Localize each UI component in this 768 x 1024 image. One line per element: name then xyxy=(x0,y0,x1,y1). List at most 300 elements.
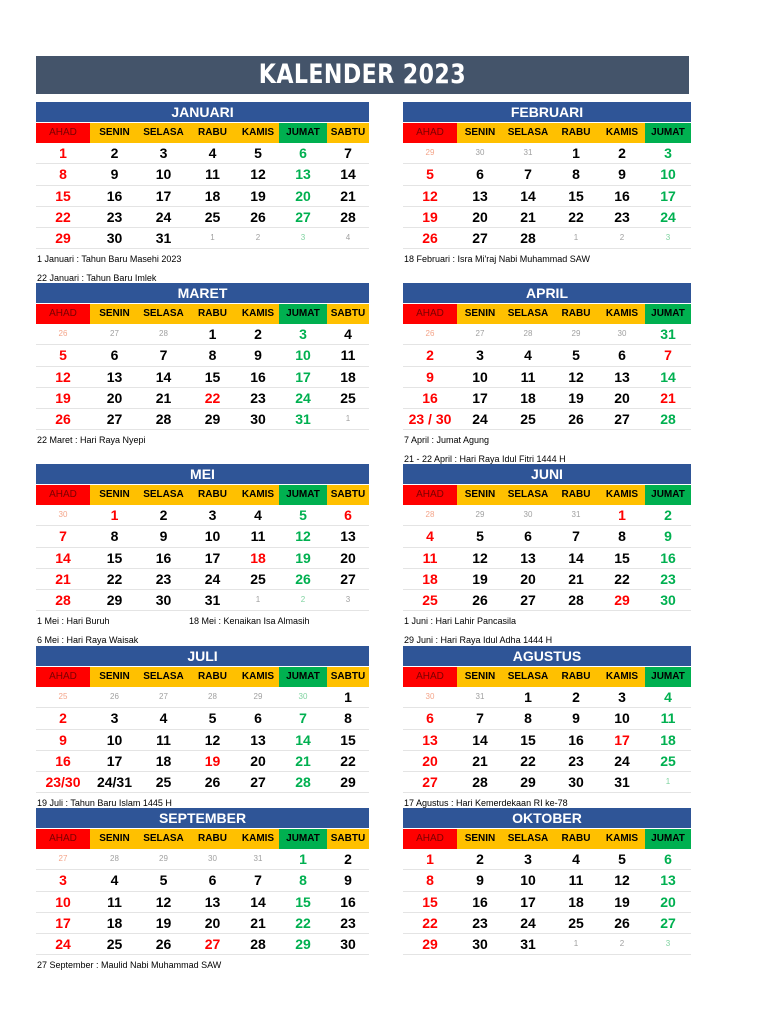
date-cell: 1 xyxy=(344,689,352,705)
date-cell: 15 xyxy=(106,549,123,566)
weekday-label: RABU xyxy=(188,304,237,324)
weekday-label: KAMIS xyxy=(237,123,279,143)
date-cell: 25 xyxy=(660,752,676,769)
date-cell: 17 xyxy=(520,893,536,910)
date-cell: 30 xyxy=(106,230,123,247)
date-cell: 2 xyxy=(619,939,625,949)
date-cell: 28 xyxy=(110,854,119,863)
week-row xyxy=(403,367,691,388)
weekday-label: AHAD xyxy=(36,304,90,324)
date-cell: 1 xyxy=(59,145,67,161)
date-cell: 26 xyxy=(110,692,119,701)
date-cell: 29 xyxy=(520,774,536,791)
date-cell: 7 xyxy=(254,872,262,889)
weekday-label: SENIN xyxy=(457,829,503,849)
week-row xyxy=(403,526,691,547)
date-cell: 31 xyxy=(614,774,630,791)
date-cell: 21 xyxy=(660,389,676,406)
month-name: OKTOBER xyxy=(403,808,691,828)
weekday-label: SENIN xyxy=(457,304,503,324)
week-row xyxy=(36,934,369,955)
holiday-note: 22 Maret : Hari Raya Nyepi xyxy=(37,435,146,446)
date-cell: 18 xyxy=(660,731,676,748)
date-cell: 29 xyxy=(571,329,581,338)
holiday-note: 27 September : Maulid Nabi Muhammad SAW xyxy=(37,960,222,971)
date-cell: 10 xyxy=(106,731,123,748)
weekday-label: KAMIS xyxy=(599,667,645,687)
date-cell: 15 xyxy=(422,893,438,910)
weekday-label: JUMAT xyxy=(279,829,327,849)
date-cell: 15 xyxy=(295,893,311,910)
date-cell: 29 xyxy=(204,411,221,428)
weekday-label: JUMAT xyxy=(645,485,691,505)
date-cell: 24 xyxy=(520,914,536,931)
weekday-label: SENIN xyxy=(90,485,139,505)
date-cell: 28 xyxy=(155,411,172,428)
date-cell: 28 xyxy=(523,329,533,338)
holiday-note: 29 Juni : Hari Raya Idul Adha 1444 H xyxy=(404,635,553,646)
date-cell: 7 xyxy=(572,528,580,545)
date-cell: 3 xyxy=(59,872,67,889)
weekday-header-row xyxy=(403,304,691,324)
week-row xyxy=(403,772,691,793)
date-cell: 21 xyxy=(250,914,266,931)
date-cell: 14 xyxy=(55,549,71,566)
date-cell: 31 xyxy=(475,692,485,701)
weekday-label: AHAD xyxy=(403,304,457,324)
date-cell: 1 xyxy=(299,851,307,867)
date-cell: 24 xyxy=(472,411,488,428)
date-cell: 24 xyxy=(295,389,311,406)
weekday-label: SELASA xyxy=(503,667,553,687)
date-cell: 29 xyxy=(253,692,263,701)
date-cell: 23 xyxy=(106,208,123,225)
date-cell: 17 xyxy=(614,731,630,748)
date-cell: 28 xyxy=(520,230,536,247)
weekday-label: RABU xyxy=(188,829,237,849)
weekday-label: RABU xyxy=(188,123,237,143)
date-cell: 20 xyxy=(250,752,266,769)
date-cell: 16 xyxy=(340,893,356,910)
weekday-label: KAMIS xyxy=(237,667,279,687)
date-cell: 1 xyxy=(573,233,579,243)
month-oktober xyxy=(403,808,691,955)
date-cell: 12 xyxy=(472,549,488,566)
date-cell: 17 xyxy=(295,368,311,385)
date-cell: 31 xyxy=(204,592,221,609)
date-cell: 26 xyxy=(55,411,71,428)
date-cell: 20 xyxy=(204,914,221,931)
date-cell: 8 xyxy=(524,710,532,727)
date-cell: 13 xyxy=(295,166,311,183)
date-cell: 2 xyxy=(110,145,119,161)
week-row xyxy=(403,409,691,430)
week-row xyxy=(403,228,691,249)
holiday-note: 22 Januari : Tahun Baru Imlek xyxy=(37,273,157,284)
week-row xyxy=(403,345,691,366)
date-cell: 26 xyxy=(472,592,488,609)
week-row xyxy=(36,207,369,228)
date-cell: 6 xyxy=(110,347,119,364)
date-cell: 14 xyxy=(155,368,172,385)
date-cell: 4 xyxy=(664,689,672,705)
month-agustus xyxy=(403,646,691,809)
date-cell: 23 xyxy=(660,570,676,587)
date-cell: 27 xyxy=(472,230,488,247)
date-grid xyxy=(36,687,369,793)
date-cell: 8 xyxy=(208,347,217,364)
date-cell: 28 xyxy=(250,936,266,953)
weekday-label: JUMAT xyxy=(645,304,691,324)
date-cell: 22 xyxy=(204,389,221,406)
weekday-label: AHAD xyxy=(403,485,457,505)
week-row xyxy=(36,772,369,793)
date-cell: 5 xyxy=(208,710,217,727)
date-cell: 18 xyxy=(155,752,172,769)
weekday-label: RABU xyxy=(188,485,237,505)
month-maret xyxy=(36,283,369,446)
week-row xyxy=(403,913,691,934)
date-cell: 3 xyxy=(476,347,484,364)
date-cell: 31 xyxy=(520,936,536,953)
week-row xyxy=(36,590,369,611)
date-cell: 1 xyxy=(524,689,532,705)
date-cell: 26 xyxy=(204,774,221,791)
date-cell: 28 xyxy=(472,774,488,791)
week-row xyxy=(403,569,691,590)
date-cell: 4 xyxy=(110,872,119,889)
week-row xyxy=(403,164,691,185)
week-row xyxy=(36,345,369,366)
week-row xyxy=(403,324,691,345)
month-name: JULI xyxy=(36,646,369,666)
date-cell: 1 xyxy=(573,939,579,949)
date-cell: 4 xyxy=(524,347,532,364)
date-cell: 15 xyxy=(614,549,630,566)
date-cell: 3 xyxy=(524,851,532,867)
date-grid xyxy=(36,143,369,249)
weekday-label: AHAD xyxy=(36,123,90,143)
date-cell: 27 xyxy=(520,592,536,609)
weekday-label: SELASA xyxy=(139,667,188,687)
week-row xyxy=(36,751,369,772)
date-cell: 27 xyxy=(106,411,123,428)
date-cell: 4 xyxy=(159,710,168,727)
date-grid xyxy=(403,505,691,611)
date-cell: 16 xyxy=(422,389,438,406)
week-row xyxy=(36,892,369,913)
week-row xyxy=(403,849,691,870)
date-cell: 19 xyxy=(568,389,584,406)
weekday-label: AHAD xyxy=(403,123,457,143)
month-name: FEBRUARI xyxy=(403,102,691,122)
date-cell: 30 xyxy=(208,854,217,863)
date-cell: 24 xyxy=(660,208,676,225)
date-cell: 6 xyxy=(664,851,672,867)
weekday-label: RABU xyxy=(188,667,237,687)
date-cell: 17 xyxy=(106,752,123,769)
date-cell: 4 xyxy=(344,326,352,342)
date-cell: 1 xyxy=(110,507,119,523)
weekday-label: SELASA xyxy=(139,304,188,324)
date-cell: 7 xyxy=(299,710,307,727)
date-cell: 4 xyxy=(572,851,580,867)
date-cell: 30 xyxy=(425,692,435,701)
date-cell: 7 xyxy=(524,166,532,183)
date-cell: 9 xyxy=(344,872,352,889)
date-cell: 27 xyxy=(159,692,168,701)
date-cell: 30 xyxy=(523,510,533,519)
weekday-label: SENIN xyxy=(90,829,139,849)
weekday-label: RABU xyxy=(553,123,599,143)
date-cell: 18 xyxy=(568,893,584,910)
date-cell: 23/30 xyxy=(45,774,81,791)
date-cell: 28 xyxy=(340,208,356,225)
date-cell: 9 xyxy=(618,166,626,183)
date-grid xyxy=(36,505,369,611)
weekday-header-row xyxy=(403,485,691,505)
week-row xyxy=(36,687,369,708)
month-mei xyxy=(36,464,369,646)
date-cell: 20 xyxy=(520,570,536,587)
month-juli xyxy=(36,646,369,809)
date-cell: 14 xyxy=(340,166,356,183)
date-cell: 29 xyxy=(159,854,168,863)
holiday-note: 21 - 22 April : Hari Raya Idul Fitri 1444 H xyxy=(404,454,566,465)
date-cell: 10 xyxy=(55,893,71,910)
week-row xyxy=(403,143,691,164)
date-cell: 10 xyxy=(155,166,172,183)
weekday-label: JUMAT xyxy=(645,667,691,687)
date-cell: 10 xyxy=(660,166,676,183)
date-cell: 30 xyxy=(660,592,676,609)
date-cell: 7 xyxy=(344,145,352,161)
date-cell: 2 xyxy=(254,326,262,342)
date-cell: 20 xyxy=(614,389,630,406)
weekday-label: KAMIS xyxy=(599,829,645,849)
week-row xyxy=(403,892,691,913)
week-row xyxy=(36,913,369,934)
weekday-label: RABU xyxy=(553,485,599,505)
date-cell: 30 xyxy=(250,411,266,428)
weekday-header-row xyxy=(403,829,691,849)
date-cell: 13 xyxy=(106,368,123,385)
date-cell: 1 xyxy=(208,326,217,342)
week-row xyxy=(36,849,369,870)
date-cell: 2 xyxy=(572,689,580,705)
date-cell: 11 xyxy=(520,368,536,385)
month-juni xyxy=(403,464,691,646)
date-cell: 31 xyxy=(155,230,172,247)
weekday-label: SELASA xyxy=(503,304,553,324)
date-cell: 20 xyxy=(660,893,676,910)
date-cell: 3 xyxy=(345,595,351,605)
holiday-note: 18 Mei : Kenaikan Isa Almasih xyxy=(189,616,310,627)
weekday-header-row xyxy=(36,829,369,849)
date-cell: 9 xyxy=(572,710,580,727)
week-row xyxy=(403,207,691,228)
date-cell: 27 xyxy=(250,774,266,791)
date-cell: 1 xyxy=(618,507,626,523)
date-cell: 1 xyxy=(345,414,351,424)
date-cell: 18 xyxy=(204,187,221,204)
date-cell: 28 xyxy=(425,510,435,519)
week-row xyxy=(403,548,691,569)
date-cell: 21 xyxy=(340,187,356,204)
weekday-label: SABTU xyxy=(327,667,369,687)
date-cell: 14 xyxy=(568,549,584,566)
weekday-label: SABTU xyxy=(327,123,369,143)
date-cell: 5 xyxy=(59,347,67,364)
weekday-label: SELASA xyxy=(503,485,553,505)
weekday-label: JUMAT xyxy=(645,123,691,143)
date-cell: 1 xyxy=(210,233,215,243)
date-cell: 2 xyxy=(159,507,168,523)
date-cell: 30 xyxy=(58,510,68,519)
date-cell: 23 xyxy=(250,389,266,406)
date-cell: 12 xyxy=(422,187,438,204)
week-row xyxy=(403,505,691,526)
date-cell: 8 xyxy=(426,872,434,889)
week-row xyxy=(36,367,369,388)
date-cell: 8 xyxy=(572,166,580,183)
weekday-label: JUMAT xyxy=(279,667,327,687)
month-februari xyxy=(403,102,691,265)
date-cell: 10 xyxy=(204,528,221,545)
date-cell: 3 xyxy=(110,710,119,727)
date-cell: 14 xyxy=(250,893,266,910)
date-cell: 7 xyxy=(476,710,484,727)
date-cell: 9 xyxy=(110,166,119,183)
date-cell: 18 xyxy=(250,549,266,566)
date-cell: 1 xyxy=(426,851,434,867)
month-januari xyxy=(36,102,369,284)
date-cell: 22 xyxy=(520,752,536,769)
date-cell: 5 xyxy=(572,347,580,364)
date-cell: 25 xyxy=(155,774,172,791)
date-cell: 15 xyxy=(520,731,536,748)
calendar-title-bar xyxy=(36,56,689,94)
date-cell: 12 xyxy=(568,368,584,385)
date-cell: 6 xyxy=(476,166,484,183)
date-grid xyxy=(36,324,369,430)
date-cell: 13 xyxy=(520,549,536,566)
date-cell: 29 xyxy=(106,592,123,609)
date-cell: 1 xyxy=(572,145,580,161)
date-cell: 24 xyxy=(55,936,71,953)
date-cell: 20 xyxy=(472,208,488,225)
date-cell: 23 xyxy=(568,752,584,769)
date-cell: 20 xyxy=(422,752,438,769)
date-cell: 26 xyxy=(58,329,68,338)
date-cell: 22 xyxy=(55,208,71,225)
date-cell: 5 xyxy=(254,145,262,161)
date-cell: 22 xyxy=(568,208,584,225)
date-cell: 28 xyxy=(568,592,584,609)
date-cell: 19 xyxy=(204,752,221,769)
date-cell: 6 xyxy=(299,145,307,161)
date-cell: 9 xyxy=(159,528,168,545)
date-cell: 5 xyxy=(426,166,434,183)
date-cell: 10 xyxy=(295,347,311,364)
date-cell: 19 xyxy=(155,914,172,931)
date-cell: 28 xyxy=(55,592,71,609)
date-cell: 19 xyxy=(250,187,266,204)
date-cell: 1 xyxy=(255,595,261,605)
date-cell: 18 xyxy=(106,914,123,931)
date-cell: 30 xyxy=(475,148,485,157)
date-cell: 27 xyxy=(614,411,630,428)
week-row xyxy=(36,388,369,409)
date-cell: 5 xyxy=(159,872,168,889)
weekday-header-row xyxy=(36,304,369,324)
date-cell: 2 xyxy=(255,233,261,243)
date-cell: 20 xyxy=(106,389,123,406)
date-cell: 17 xyxy=(472,389,488,406)
month-name: SEPTEMBER xyxy=(36,808,369,828)
weekday-label: KAMIS xyxy=(237,829,279,849)
date-cell: 4 xyxy=(254,507,262,523)
weekday-label: RABU xyxy=(553,304,599,324)
date-cell: 30 xyxy=(617,329,627,338)
date-cell: 29 xyxy=(425,148,435,157)
date-cell: 13 xyxy=(204,893,221,910)
date-cell: 30 xyxy=(155,592,172,609)
date-cell: 26 xyxy=(614,914,630,931)
date-cell: 17 xyxy=(660,187,676,204)
date-cell: 28 xyxy=(208,692,217,701)
date-cell: 10 xyxy=(472,368,488,385)
date-cell: 15 xyxy=(340,731,356,748)
date-cell: 26 xyxy=(295,570,311,587)
date-cell: 28 xyxy=(660,411,676,428)
weekday-label: AHAD xyxy=(403,829,457,849)
date-cell: 11 xyxy=(205,166,220,183)
week-row xyxy=(403,186,691,207)
week-row xyxy=(36,870,369,891)
date-cell: 8 xyxy=(344,710,352,727)
date-cell: 12 xyxy=(295,528,311,545)
date-cell: 22 xyxy=(614,570,630,587)
weekday-label: SELASA xyxy=(503,829,553,849)
date-cell: 22 xyxy=(340,752,356,769)
weekday-label: SENIN xyxy=(457,667,503,687)
date-cell: 17 xyxy=(204,549,221,566)
date-cell: 25 xyxy=(340,389,356,406)
date-cell: 16 xyxy=(106,187,123,204)
week-row xyxy=(36,526,369,547)
week-row xyxy=(403,388,691,409)
date-cell: 11 xyxy=(340,347,356,364)
weekday-label: KAMIS xyxy=(237,304,279,324)
date-cell: 31 xyxy=(571,510,581,519)
date-cell: 29 xyxy=(55,230,71,247)
weekday-label: JUMAT xyxy=(279,123,327,143)
weekday-label: KAMIS xyxy=(599,304,645,324)
month-name: AGUSTUS xyxy=(403,646,691,666)
month-april xyxy=(403,283,691,465)
date-cell: 21 xyxy=(55,570,71,587)
date-cell: 14 xyxy=(295,731,311,748)
date-cell: 9 xyxy=(426,368,434,385)
date-cell: 21 xyxy=(568,570,584,587)
week-row xyxy=(36,164,369,185)
date-cell: 25 xyxy=(204,208,221,225)
date-cell: 31 xyxy=(253,854,263,863)
date-cell: 29 xyxy=(295,936,311,953)
date-cell: 3 xyxy=(665,233,671,243)
date-cell: 3 xyxy=(159,145,168,161)
